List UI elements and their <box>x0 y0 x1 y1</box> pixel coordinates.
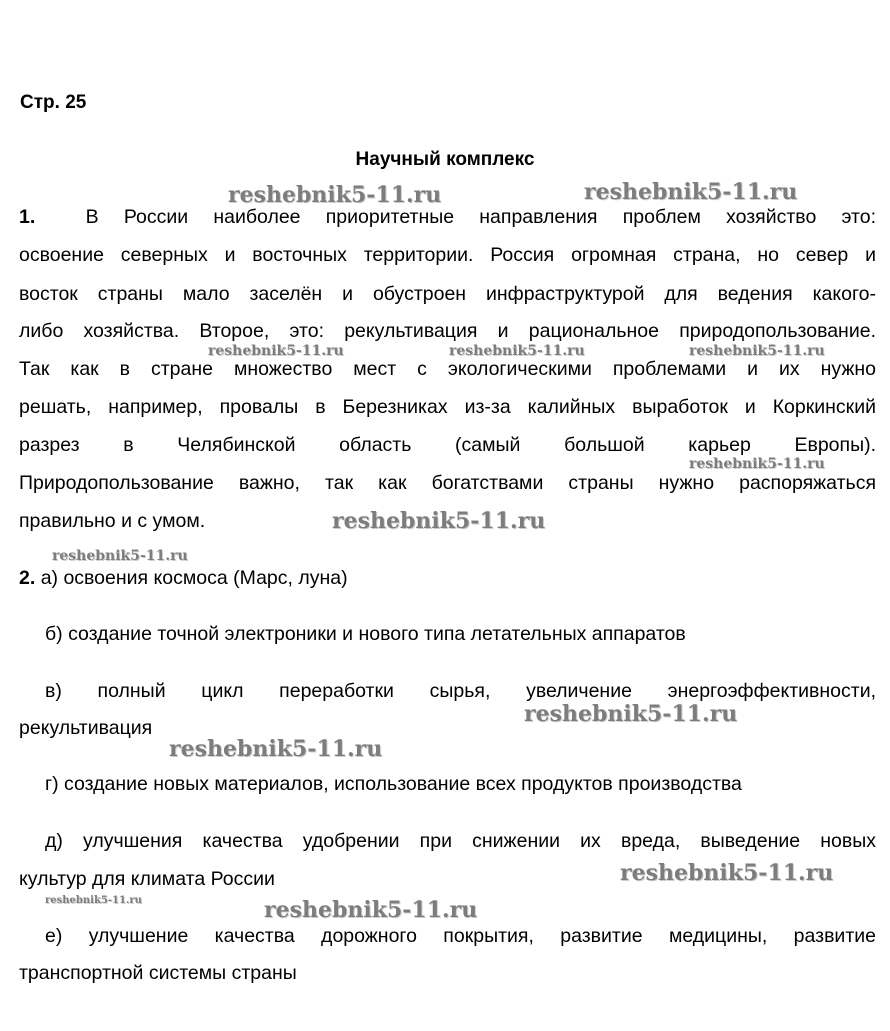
watermark: reshebnik5-11.ru <box>228 182 442 208</box>
question-1-line-6: решать, например, провалы в Березниках из-за калийных выработок и Коркинский <box>19 396 876 418</box>
watermark: reshebnik5-11.ru <box>332 508 546 534</box>
watermark: reshebnik5-11.ru <box>52 548 188 564</box>
watermark: reshebnik5-11.ru <box>689 456 825 472</box>
question-2-item-d-line-2: культур для климата России <box>19 868 275 890</box>
watermark: reshebnik5-11.ru <box>449 343 585 359</box>
question-1-line-5: Так как в стране множество мест с экологическими проблемами и их нужно <box>19 358 876 380</box>
watermark: reshebnik5-11.ru <box>45 895 142 906</box>
question-2-item-g: г) создание новых материалов, использование всех продуктов производства <box>45 773 742 795</box>
question-1-line-3: восток страны мало заселён и обустроен инфраструктурой для ведения какого- <box>19 283 876 305</box>
question-2-a-text: а) освоения космоса (Марс, луна) <box>40 567 348 589</box>
question-1-line-8: Природопользование важно, так как богатствами страны нужно распоряжаться <box>19 472 876 494</box>
watermark: reshebnik5-11.ru <box>264 897 478 923</box>
watermark: reshebnik5-11.ru <box>620 860 834 886</box>
question-2-item-a <box>19 565 876 591</box>
question-1-line-4: либо хозяйства. Второе, это: рекультивация и рациональное природопользование. <box>19 320 876 342</box>
watermark: reshebnik5-11.ru <box>524 701 738 727</box>
watermark: reshebnik5-11.ru <box>584 179 798 205</box>
watermark: reshebnik5-11.ru <box>208 343 344 359</box>
page-number: Стр. 25 <box>20 92 87 113</box>
question-2-item-v-line-2: рекультивация <box>19 717 153 739</box>
question-1-line-1 <box>19 204 876 230</box>
question-2-number: 2. <box>19 567 36 589</box>
question-2-item-e-line-1: е) улучшение качества дорожного покрытия, развитие медицины, развитие <box>45 925 876 947</box>
question-2-item-e-line-2: транспортной системы страны <box>19 962 297 984</box>
question-1-line-9: правильно и с умом. <box>19 510 206 532</box>
question-2-item-b: б) создание точной электроники и нового типа летательных аппаратов <box>45 623 686 645</box>
watermark: reshebnik5-11.ru <box>169 736 383 762</box>
watermark: reshebnik5-11.ru <box>689 343 825 359</box>
question-2-item-d-line-1: д) улучшения качества удобрении при снижении их вреда, выведение новых <box>45 830 876 852</box>
section-title: Научный комплекс <box>355 149 535 170</box>
question-1-line-7: разрез в Челябинской область (самый большой карьер Европы). <box>19 434 876 456</box>
question-1-number: 1. <box>19 206 36 228</box>
question-1-text: В России наиболее приоритетные направления проблем хозяйство это: <box>85 206 876 228</box>
question-2-item-v-line-1: в) полный цикл переработки сырья, увеличение энергоэффективности, <box>45 680 876 702</box>
question-1-line-2: освоение северных и восточных территории. Россия огромная страна, но север и <box>19 244 876 266</box>
